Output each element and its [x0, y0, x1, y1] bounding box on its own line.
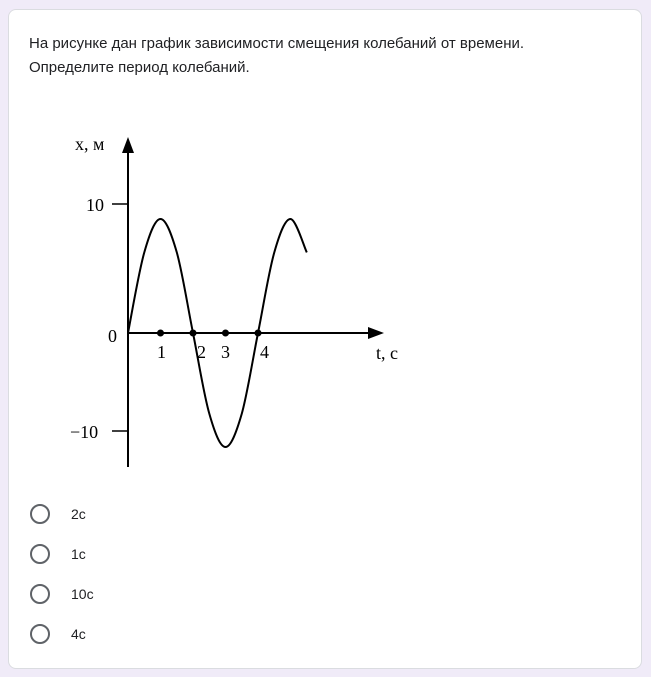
option-label: 4с [71, 626, 86, 642]
y-tick-label-10: 10 [86, 195, 104, 215]
y-axis-arrow-icon [122, 137, 134, 153]
option-4s[interactable] [29, 614, 94, 654]
x-tick-dot-3 [222, 330, 229, 337]
graph-svg [9, 10, 643, 490]
option-10s[interactable] [29, 574, 94, 614]
question-line-2: Определите период колебаний. [29, 59, 250, 76]
option-1s[interactable] [29, 534, 94, 574]
option-label: 1с [71, 546, 86, 562]
origin-label: 0 [108, 326, 117, 346]
x-axis-label: t, c [376, 343, 398, 363]
radio-button[interactable] [30, 504, 50, 524]
oscillation-graph [9, 10, 643, 490]
radio-button[interactable] [30, 544, 50, 564]
radio-button[interactable] [30, 624, 50, 644]
option-label: 10с [71, 586, 94, 602]
answer-options [29, 494, 94, 654]
x-axis-arrow-icon [368, 327, 384, 339]
x-tick-label-1: 1 [157, 342, 166, 362]
y-tick-label-minus10: −10 [70, 422, 99, 442]
x-tick-label-4: 4 [260, 342, 269, 362]
question-card [8, 9, 642, 669]
option-2s[interactable] [29, 494, 94, 534]
x-tick-label-2: 2 [197, 342, 206, 362]
x-tick-label-3: 3 [221, 342, 230, 362]
question-line-1: На рисунке дан график зависимости смещения колебаний от времени. [29, 35, 525, 52]
option-label: 2с [71, 506, 86, 522]
radio-button[interactable] [30, 584, 50, 604]
y-axis-label: x, м [75, 134, 105, 154]
x-tick-dot-1 [157, 330, 164, 337]
